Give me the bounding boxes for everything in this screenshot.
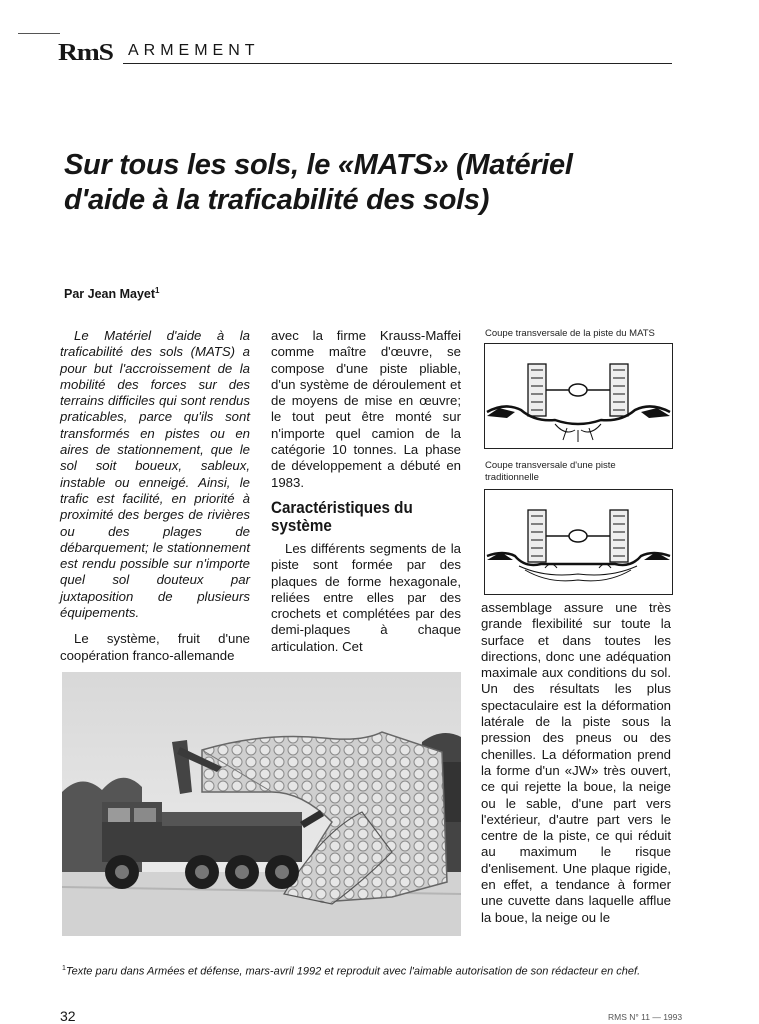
top-corner-rule	[18, 33, 60, 34]
footnote-mark: 1	[62, 965, 66, 972]
footnote-text: Texte paru dans Armées et défense, mars-avril 1992 et reproduit avec l'aimable autorisation de son rédacteur en chef.	[65, 965, 641, 978]
body-paragraph: avec la firme Krauss-Maffei comme maître d'œuvre, se compose d'une piste pliable, d'un système de déroulement et de moyens de mise en œuvre; le tout peut être monté sur n'importe quel camion de la catégorie 10 tonnes. La phase de développement a débuté en 1983.	[271, 328, 461, 490]
text-column-1	[60, 328, 250, 664]
text-column-3	[481, 600, 671, 926]
byline-footnote-mark: 1	[155, 286, 160, 295]
section-title: ARMEMENT	[128, 42, 260, 59]
figure-caption-mats: Coupe transversale de la piste du MATS	[485, 328, 655, 339]
page-number: 32	[60, 1008, 76, 1024]
header-rule	[123, 63, 672, 64]
article-title: Sur tous les sols, le «MATS» (Matériel d'aide à la traficabilité des sols)	[64, 149, 573, 216]
footnote	[62, 962, 682, 979]
body-paragraph: assemblage assure une très grande flexibilité sur toute la surface et dans toutes les directions, donc une adéquation maximale aux conditions du sol. Un des résultats les plus spectaculaire est la déformation latérale de la piste sous la pression des pneus ou des chenilles. La déformation prend la forme d'un «JW» très ouvert, ce qui rejette la boue, la neige ou le sable, d'une part vers l'extérieur, d'autre part vers le centre de la piste, ce qui réduit au maximum le risque d'enlisement. Une plaque rigide, en effet, a tendance à former une cuvette dans laquelle afflue la boue, la neige ou le	[481, 600, 671, 925]
traditional-cross-section-diagram	[484, 489, 673, 595]
mats-cross-section-diagram	[484, 343, 673, 449]
magazine-logo: RmS	[58, 40, 113, 66]
lead-paragraph: Le Matériel d'aide à la traficabilité des sols (MATS) a pour but l'accroissement de la mobilité des forces sur des terrains difficiles qui sont rendus praticables, parce qu'ils sont transformés en pistes ou en aires de stationnement, que le sol soit boueux, sableux, instable ou enneigé. Ainsi, le trafic est facilité, en priorité à proximité des berges de rivières ou des plages de débarquement; le stationnement est rendu possible sur n'importe quel sol douteux par juxtaposition de plusieurs équipements.	[60, 328, 250, 621]
body-paragraph: Le système, fruit d'une coopération franco-allemande	[60, 631, 250, 663]
subheading: Caractéristiques du système	[271, 498, 413, 535]
byline-author: Par Jean Mayet	[64, 287, 156, 302]
body-paragraph: Les différents segments de la piste sont formée par des plaques de forme hexagonale, reliées entre elles par des crochets et complétées par des demi-plaques à chaque articulation. Cet	[271, 540, 461, 654]
figure-caption-traditional: Coupe transversale d'une piste traditionnelle	[485, 460, 616, 483]
byline	[64, 286, 159, 301]
text-column-2	[271, 328, 461, 655]
truck-deploying-mats-photo	[62, 672, 461, 936]
issue-label: RMS N° 11 — 1993	[608, 1012, 683, 1022]
